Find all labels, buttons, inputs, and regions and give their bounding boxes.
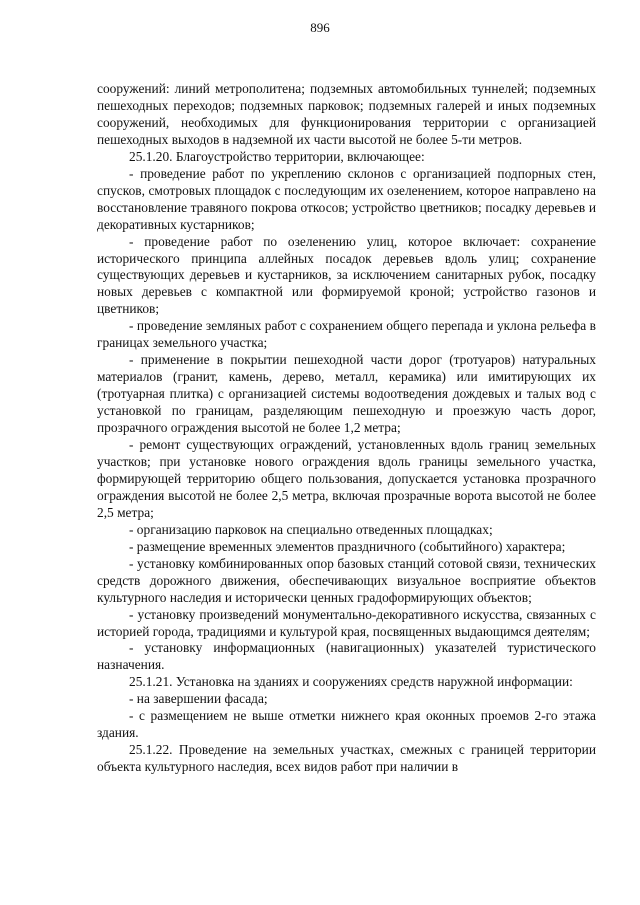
list-item-earthworks: - проведение земляных работ с сохранением общего перепада и уклона рельефа в границах земельного участка; <box>97 318 596 351</box>
paragraph-continuation: сооружений: линий метрополитена; подземных автомобильных туннелей; подземных пешеходных переходов; подземных парковок; подземных галерей и иных подземных сооружений, необходимых для функционирования территории с организацией пешеходных выходов в надземной их части высотой не более 5-ти метров. <box>97 81 596 147</box>
list-item-greening: - проведение работ по озеленению улиц, которое включает: сохранение исторического принципа аллейных посадок деревьев вдоль улиц; сохранение существующих деревьев и кустарников, за исключением санитарных рубок, посадку новых деревьев с компактной или формируемой кроной; устройство газонов и цветников; <box>97 233 596 317</box>
list-item-windows: - с размещением не выше отметки нижнего края оконных проемов 2-го этажа здания. <box>97 708 596 741</box>
list-item-parking: - организацию парковок на специально отведенных площадках; <box>129 521 493 537</box>
list-item-slopes: - проведение работ по укреплению склонов с организацией подпорных стен, спусков, смотровых площадок с последующим их озеленением, которое направлено на восстановление травяного покрова откосов; устройство цветников; посадку деревьев и декоративных кустарников; <box>97 165 596 232</box>
list-item-signs: - установку информационных (навигационных) указателей туристического назначения. <box>97 640 596 673</box>
page-number: 896 <box>310 20 330 35</box>
document-body <box>97 81 596 776</box>
clause-25-1-22: 25.1.22. Проведение на земельных участках, смежных с границей территории объекта культурного наследия, всех видов работ при наличии в <box>97 742 596 775</box>
list-item-fences: - ремонт существующих ограждений, установленных вдоль границ земельных участков; при установке нового ограждения вдоль границы земельного участка, формирующей территорию общего пользования, допускается установка прозрачного ограждения высотой не более 2,5 метра, включая прозрачные ворота высотой не более 2,5 метра; <box>97 437 596 520</box>
clause-25-1-20-heading: 25.1.20. Благоустройство территории, включающее: <box>129 148 425 164</box>
list-item-festive: - размещение временных элементов праздничного (событийного) характера; <box>129 538 566 554</box>
list-item-supports: - установку комбинированных опор базовых станций сотовой связи, технических средств дорожного движения, обеспечивающих визуальное восприятие объектов культурного наследия и исторически ценных градоформирующих объектов; <box>97 555 596 605</box>
list-item-facade: - на завершении фасада; <box>129 691 268 707</box>
list-item-pavement: - применение в покрытии пешеходной части дорог (тротуаров) натуральных материалов (гранит, камень, дерево, металл, керамика) или имитирующих их (тротуарная плитка) с организацией системы водоотведения дождевых и талых вод с установкой по границам, разделяющим пешеходную и проезжую часть дорог, прозрачного ограждения высотой не более 1,2 метра; <box>97 352 596 436</box>
clause-25-1-21-heading: 25.1.21. Установка на зданиях и сооружениях средств наружной информации: <box>129 674 573 690</box>
list-item-monuments: - установку произведений монументально-декоративного искусства, связанных с историей города, традициями и культурой края, посвященных выдающимся деятелям; <box>97 606 596 639</box>
